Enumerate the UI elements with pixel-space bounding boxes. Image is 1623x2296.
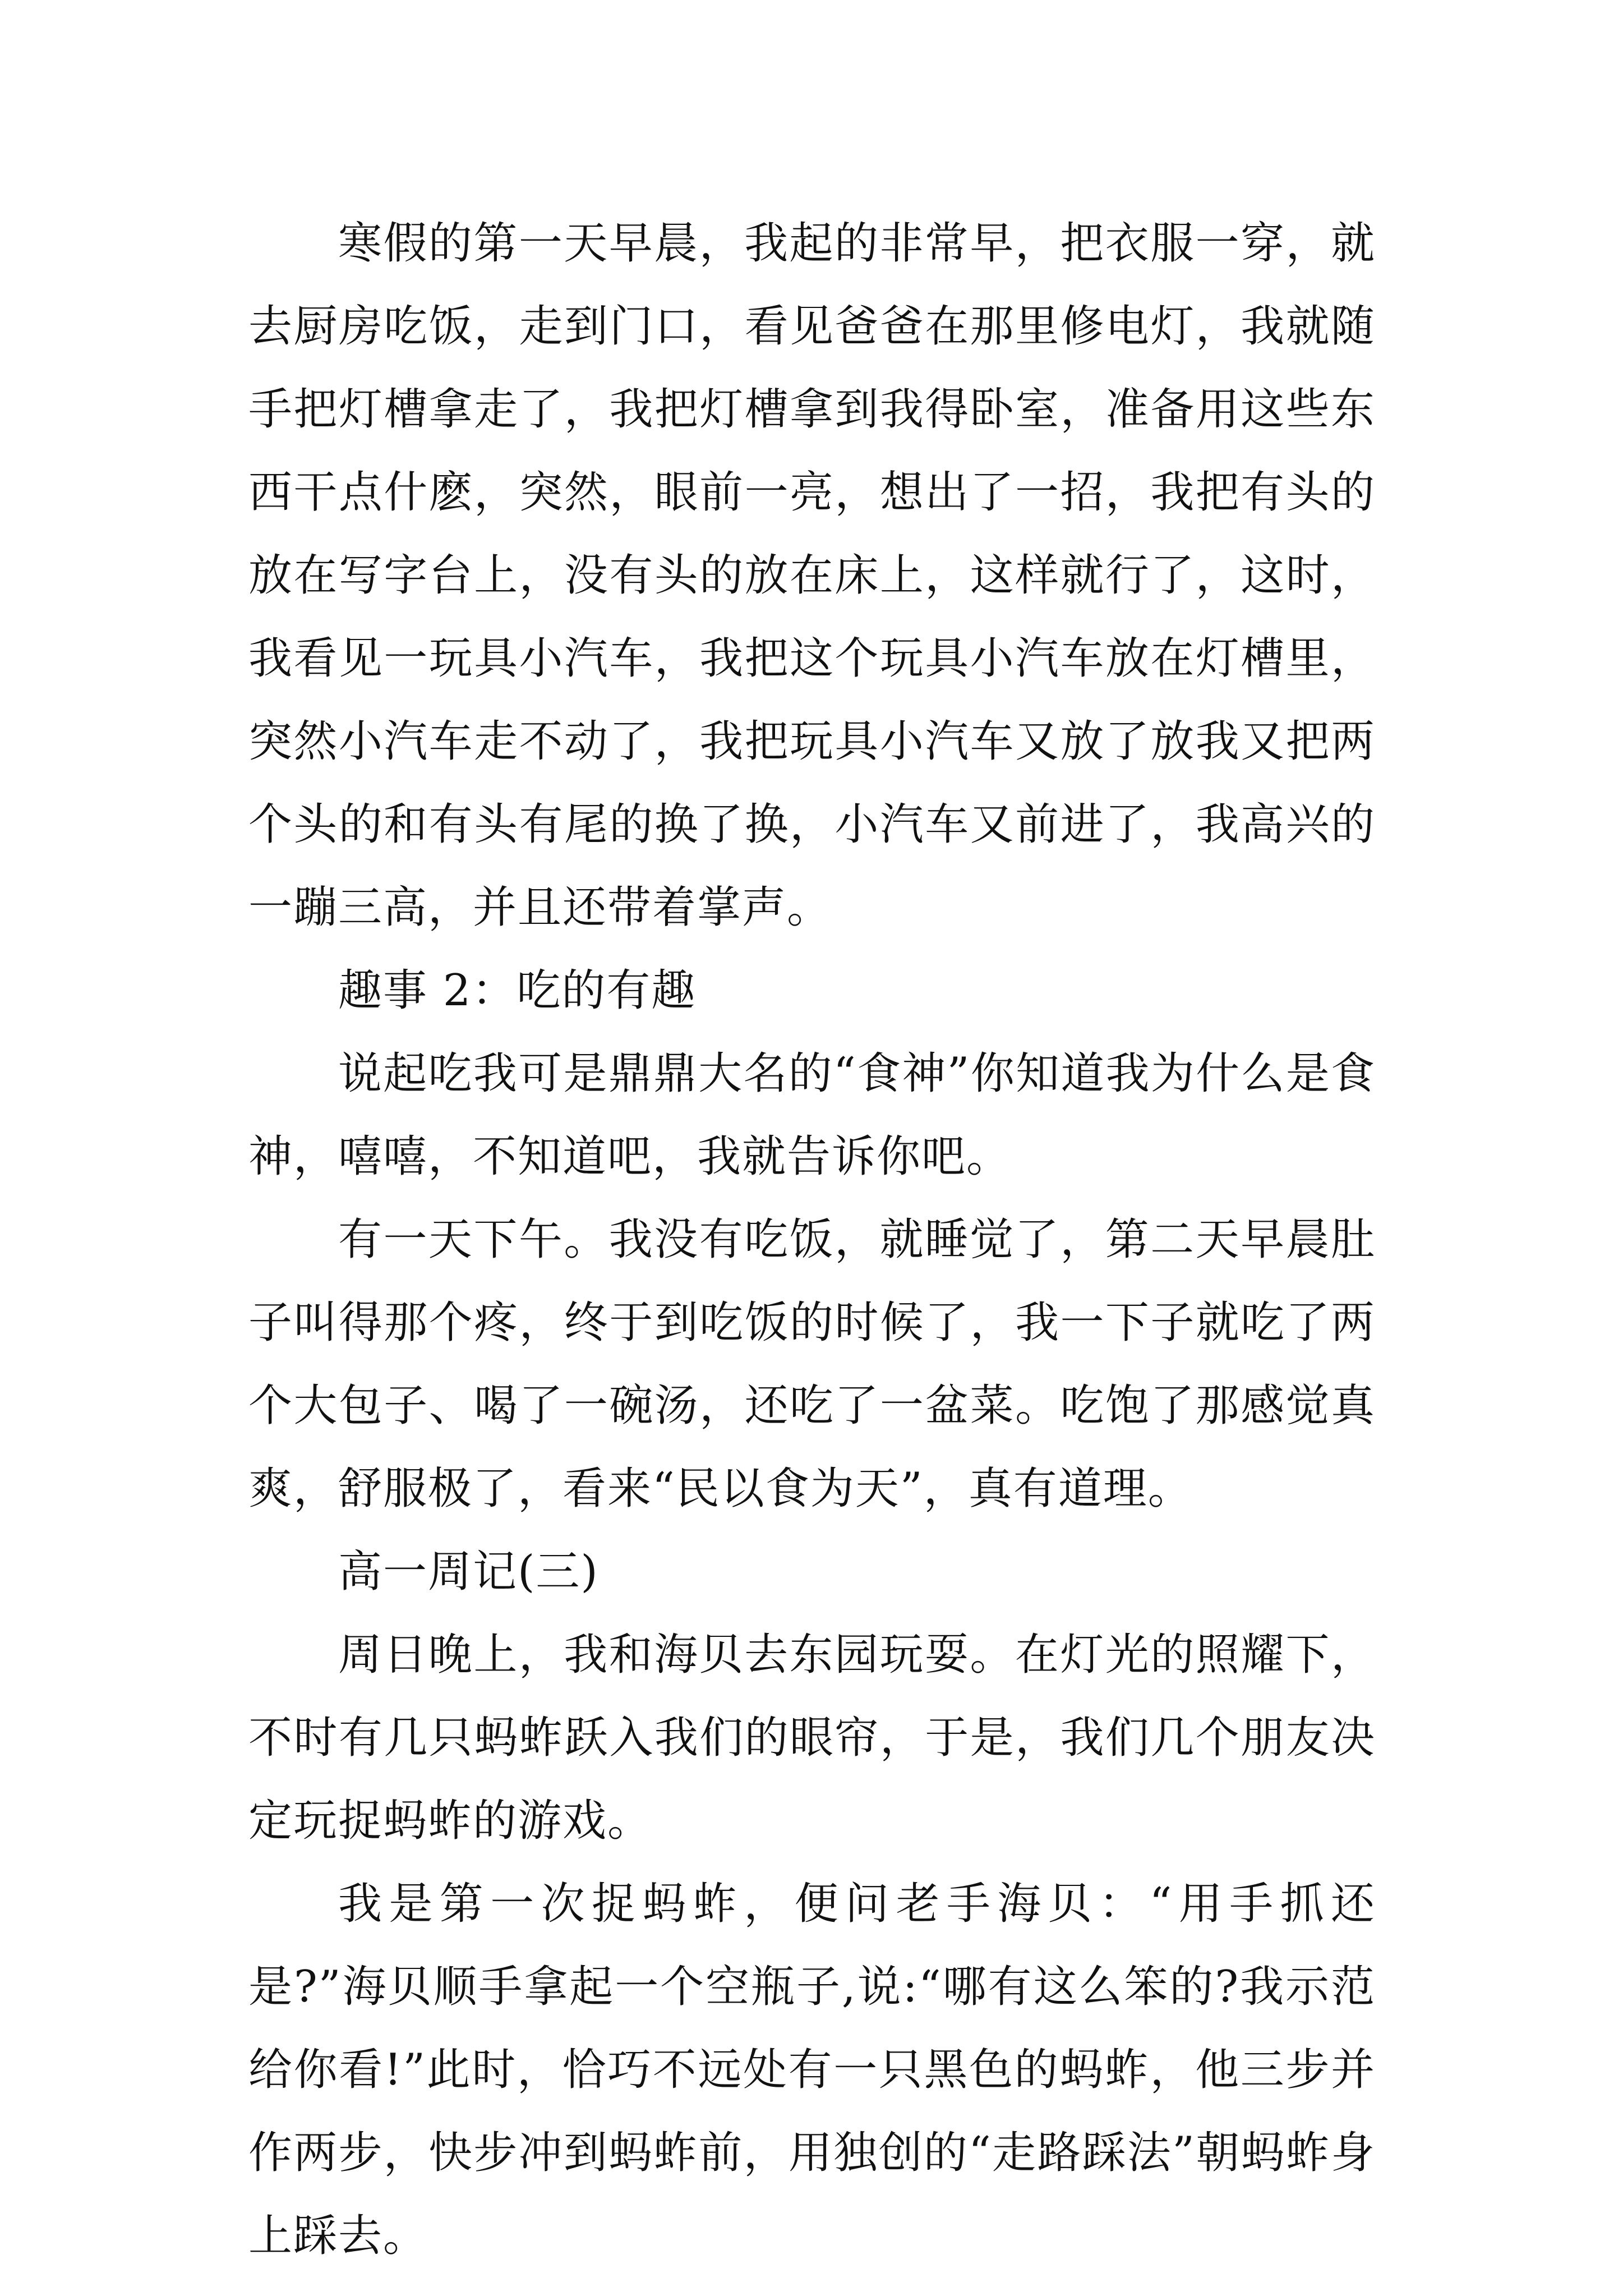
- paragraph-food-god: 说起吃我可是鼎鼎大名的“食神”你知道我为什么是食神，嘻嘻，不知道吧，我就告诉你吧。: [248, 1048, 1376, 1182]
- document-body: [248, 202, 1376, 2277]
- paragraph-grasshopper-game: 周日晚上，我和海贝去东园玩耍。在灯光的照耀下，不时有几只蚂蚱跃入我们的眼帘，于是，我们几个朋友决定玩捉蚂蚱的游戏。: [248, 1630, 1376, 1846]
- paragraph-catching-grasshopper: 我是第一次捉蚂蚱，便问老手海贝：“用手抓还是?”海贝顺手拿起一个空瓶子,说:“哪有这么笨的?我示范给你看!”此时，恰巧不远处有一只黑色的蚂蚱，他三步并作两步，快步冲到蚂蚱前，用独创的“走路踩法”朝蚂蚱身上踩去。: [248, 1879, 1376, 2261]
- paragraph-big-meal: 有一天下午。我没有吃饭，就睡觉了，第二天早晨肚子叫得那个疼，终于到吃饭的时候了，我一下子就吃了两个大包子、喝了一碗汤，还吃了一盆菜。吃饱了那感觉真爽，舒服极了，看来“民以食为天”，真有道理。: [248, 1214, 1376, 1514]
- paragraph-morning-lamp: 寒假的第一天早晨，我起的非常早，把衣服一穿，就去厨房吃饭，走到门口，看见爸爸在那里修电灯，我就随手把灯槽拿走了，我把灯槽拿到我得卧室，准备用这些东西干点什麽，突然，眼前一亮，想出了一招，我把有头的放在写字台上，没有头的放在床上，这样就行了，这时，我看见一玩具小汽车，我把这个玩具小汽车放在灯槽里，突然小汽车走不动了，我把玩具小汽车又放了放我又把两个头的和有头有尾的换了换，小汽车又前进了，我高兴的一蹦三高，并且还带着掌声。: [248, 218, 1376, 933]
- section-heading-eating: 趣事 2：吃的有趣: [338, 965, 697, 1016]
- section-heading-weekly-journal: 高一周记(三): [338, 1547, 599, 1597]
